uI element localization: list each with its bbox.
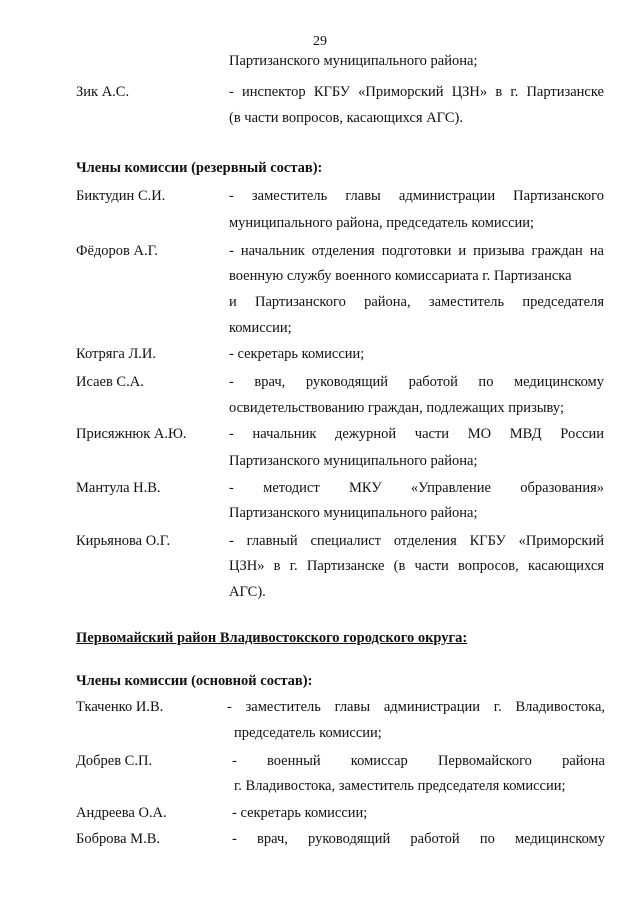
member-desc-line: - методист МКУ «Управление образования» [229,480,604,496]
member-desc-line: - заместитель главы администрации Партизанского [229,188,604,204]
continuation-line: Партизанского муниципального района; [229,53,478,69]
member-name: Биктудин С.И. [76,188,166,204]
member-desc-line: Партизанского муниципального района; [229,453,478,469]
member-desc-line: председатель комиссии; [234,725,382,741]
member-desc-line: - начальник дежурной части МО МВД России [229,426,604,442]
member-desc-line: и Партизанского района, заместитель председателя [229,294,604,310]
member-name: Присяжнюк А.Ю. [76,426,187,442]
member-desc-line: ЦЗН» в г. Партизанске (в части вопросов, касающихся [229,558,604,574]
member-desc-line: АГС). [229,584,266,600]
member-desc-line: муниципального района, председатель комиссии; [229,215,535,231]
member-desc-line: - заместитель главы администрации г. Владивостока, [227,699,605,715]
section-heading-reserve: Члены комиссии (резервный состав): [76,160,323,176]
section-heading-main: Члены комиссии (основной состав): [76,673,313,689]
member-name: Боброва М.В. [76,831,160,847]
member-desc-line: - врач, руководящий работой по медицинскому [229,374,604,390]
member-desc-line: - врач, руководящий работой по медицинскому [232,831,605,847]
member-name: Фёдоров А.Г. [76,243,158,259]
member-name: Исаев С.А. [76,374,144,390]
member-desc-line: - секретарь комиссии; [229,346,365,362]
member-desc-line: - главный специалист отделения КГБУ «Приморский [229,533,604,549]
member-desc-line: - секретарь комиссии; [232,805,368,821]
member-desc-line: (в части вопросов, касающихся АГС). [229,110,464,126]
page-number: 29 [313,34,327,49]
member-name: Добрев С.П. [76,753,153,769]
member-name: Зик А.С. [76,84,130,100]
member-desc-line: - инспектор КГБУ «Приморский ЦЗН» в г. Партизанске [229,84,604,100]
member-name: Котряга Л.И. [76,346,157,362]
member-name: Ткаченко И.В. [76,699,164,715]
member-desc-line: военную службу военного комиссариата г. Партизанска [229,268,572,284]
member-desc-line: комиссии; [229,320,292,336]
member-name: Кирьянова О.Г. [76,533,171,549]
member-name: Андреева О.А. [76,805,167,821]
district-heading: Первомайский район Владивостокского городского округа: [76,630,468,646]
member-desc-line: Партизанского муниципального района; [229,505,478,521]
member-desc-line: - военный комиссар Первомайского района [232,753,605,769]
member-name: Мантула Н.В. [76,480,161,496]
member-desc-line: - начальник отделения подготовки и призыва граждан на [229,243,604,259]
member-desc-line: освидетельствованию граждан, подлежащих призыву; [229,400,564,416]
member-desc-line: г. Владивостока, заместитель председателя комиссии; [234,778,566,794]
